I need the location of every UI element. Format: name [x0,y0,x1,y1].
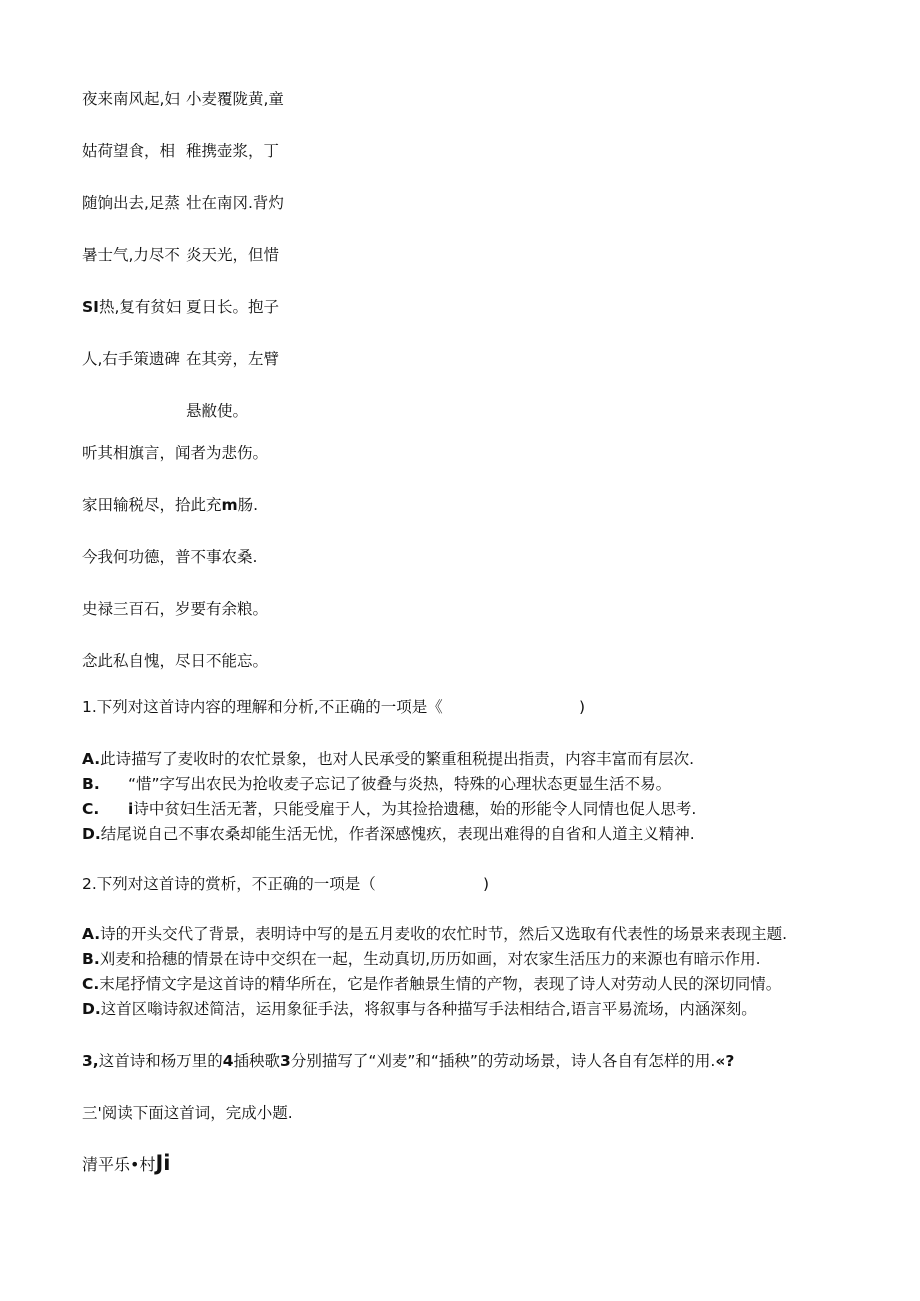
poem-left-line-5-text: 热,复有贫妇 [98,298,182,316]
poem-right-line-7: 悬敝使。 [186,402,249,420]
poem-left-line-1: 夜来南风起,妇 [82,90,180,108]
q2-option-d [82,999,757,1019]
poem-right-line-3: 壮在南冈.背灼 [186,194,284,212]
poem-right-line-4: 炎天光，但惜 [186,246,280,264]
q2-option-d-letter: D. [82,1000,101,1018]
q1-option-c-text: 诗中贫妇生活无著，只能受雇于人，为其捡拾遗穗，始的形能令人同情也促人思考. [133,800,697,818]
q2-option-c [82,974,781,994]
poem-line-4: 史禄三百石，岁要有余粮。 [82,600,269,618]
q3-text-b: 插秧歌 [233,1052,281,1070]
q2-option-a-text: 诗的开头交代了背景，表明诗中写的是五月麦收的农忙时节，然后又选取有代表性的场景来表现主题. [100,925,788,943]
q1-option-d [82,824,695,844]
poem-right-line-1: 小麦覆陇黄,童 [186,90,284,108]
q2-stem: 2.下列对这首诗的赏析，不正确的一项是（ [82,875,376,893]
q1-option-c-prefix: i [128,800,134,818]
q1-option-a-text: 此诗描写了麦收时的农忙景象，也对人民承受的繁重租税提出指责，内容丰富而有层次. [100,750,695,768]
q3-text-c: 分别描写了“刈麦”和“插秧”的劳动场景，诗人各自有怎样的用. [290,1052,716,1070]
poem-left-line-3: 随饷出去,足蒸 [82,194,180,212]
poem-line-1: 听其相旗言，闻者为悲伤。 [82,444,269,462]
q2-option-c-letter: C. [82,975,100,993]
poem-line-3: 今我何功德，普不事农桑. [82,548,258,566]
q1-option-b-text: “惜”字写出农民为抢收麦子忘记了彼叠与炎热，特殊的心理状态更显生活不易。 [128,775,672,793]
poem-right-line-5: 夏日长。抱子 [186,298,280,316]
q2-option-a [82,924,787,944]
q3-tail: «? [715,1052,735,1070]
ci-title-tail: Ji [155,1151,171,1175]
poem-right-line-2: 稚携壶浆，丁 [186,142,280,160]
poem-left-line-4: 暑士气,力尽不 [82,246,180,264]
poem-line-2-tail: 肠. [237,496,259,514]
poem-line-2-text: 家田输税尽，拾此充 [82,496,222,514]
poem-line-2 [82,495,258,515]
poem-left-line-6: 人,右手策遗碑 [82,350,180,368]
q1-option-b-letter: B. [82,775,100,793]
q3-num-b: 3 [280,1052,291,1070]
q2-option-c-text: 末尾抒情文字是这首诗的精华所在，它是作者触景生情的产物，表现了诗人对劳动人民的深切同情。 [99,975,782,993]
q1-option-c [82,799,696,819]
q3-num-a: 4 [222,1052,234,1070]
ci-title [82,1153,170,1175]
q1-option-a-letter: A. [82,750,101,768]
q1-option-c-letter: C. [82,800,100,818]
ci-title-text: 清平乐•村 [82,1155,156,1174]
q2-option-b-text: 刈麦和拾穗的情景在诗中交织在一起，生动真切,历历如画，对农家生活压力的来源也有暗示作用. [99,950,761,968]
q2-option-a-letter: A. [82,925,101,943]
q2-option-b [82,949,761,969]
q3-num: 3, [82,1052,99,1070]
poem-left-line-5-prefix: SI [82,298,99,316]
q1-option-d-text: 结尾说自己不事农桑却能生活无忧，作者深感愧疚，表现出难得的自省和人道主义精神. [100,825,695,843]
q3-text-a: 这首诗和杨万里的 [98,1052,223,1070]
q1-option-d-letter: D. [82,825,101,843]
q1-option-a [82,749,694,769]
q1-option-b [82,774,671,794]
poem-line-5: 念此私自愧，尽日不能忘。 [82,652,269,670]
q2-stem-close: ) [483,875,490,893]
q1-stem: 1.下列对这首诗内容的理解和分析,不正确的一项是《 [82,698,443,716]
section3-title: 三'阅读下面这首词，完成小题. [82,1104,293,1122]
poem-left-line-2: 姑荷望食，相 [82,142,176,160]
q2-option-d-text: 这首区嗡诗叙述简洁，运用象征手法，将叙事与各种描写手法相结合,语言平易流场，内涵深刻。 [100,1000,757,1018]
poem-line-2-bold: m [221,496,238,514]
poem-left-line-5 [82,297,181,317]
poem-right-line-6: 在其旁，左臂 [186,350,280,368]
q3-text [82,1051,734,1071]
q2-option-b-letter: B. [82,950,100,968]
q1-stem-close: ) [579,698,586,716]
